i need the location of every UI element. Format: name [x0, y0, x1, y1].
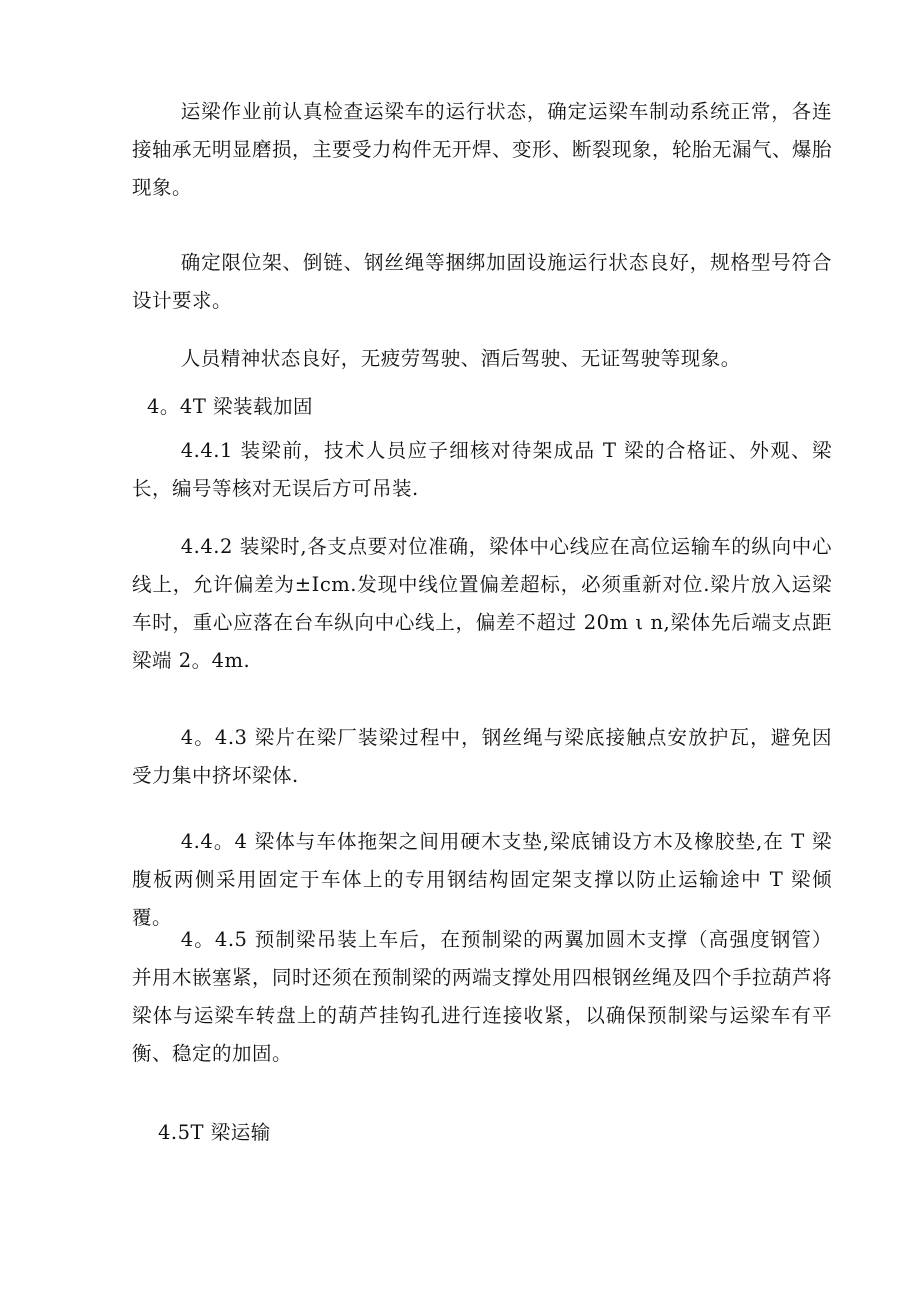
- section-heading-4-4: 4。4T 梁装载加固: [147, 395, 314, 418]
- section-heading-4-5: 4.5T 梁运输: [158, 1121, 271, 1144]
- paragraph-personnel: 人员精神状态良好，无疲劳驾驶、酒后驾驶、无证驾驶等现象。: [180, 347, 741, 370]
- paragraph-restraints: 确定限位架、倒链、钢丝绳等捆绑加固设施运行状态良好，规格型号符合设计要求。: [132, 251, 832, 312]
- paragraph-4-4-3: 4。4.3 梁片在梁厂装梁过程中，钢丝绳与梁底接触点安放护瓦，避免因受力集中挤坏梁体.: [132, 726, 832, 787]
- paragraph-inspection: 运梁作业前认真检查运梁车的运行状态，确定运梁车制动系统正常，各连接轴承无明显磨损，主要受力构件无开焊、变形、断裂现象，轮胎无漏气、爆胎现象。: [132, 100, 833, 199]
- paragraph-4-4-4: 4.4。4 梁体与车体拖架之间用硬木支垫,梁底铺设方木及橡胶垫,在 T 梁腹板两侧采用固定于车体上的专用钢结构固定架支撑以防止运输途中 T 梁倾覆。: [132, 830, 832, 929]
- paragraph-4-4-1: 4.4.1 装梁前，技术人员应子细核对待架成品 T 梁的合格证、外观、梁长，编号等核对无误后方可吊装.: [132, 439, 832, 500]
- paragraph-4-4-5: 4。4.5 预制梁吊装上车后，在预制梁的两翼加圆木支撑（高强度钢管）并用木嵌塞紧，同时还须在预制梁的两端支撑处用四根钢丝绳及四个手拉葫芦将梁体与运梁车转盘上的葫芦挂钩孔进行连接收紧，以确保预制梁与运梁车有平衡、稳定的加固。: [132, 928, 833, 1065]
- paragraph-4-4-2: 4.4.2 装梁时,各支点要对位准确，梁体中心线应在高位运输车的纵向中心线上，允许偏差为±Icm.发现中线位置偏差超标，必须重新对位.梁片放入运梁车时，重心应落在台车纵向中心线上，偏差不超过 20m ι n,梁体先后端支点距梁端 2。4m.: [132, 535, 832, 672]
